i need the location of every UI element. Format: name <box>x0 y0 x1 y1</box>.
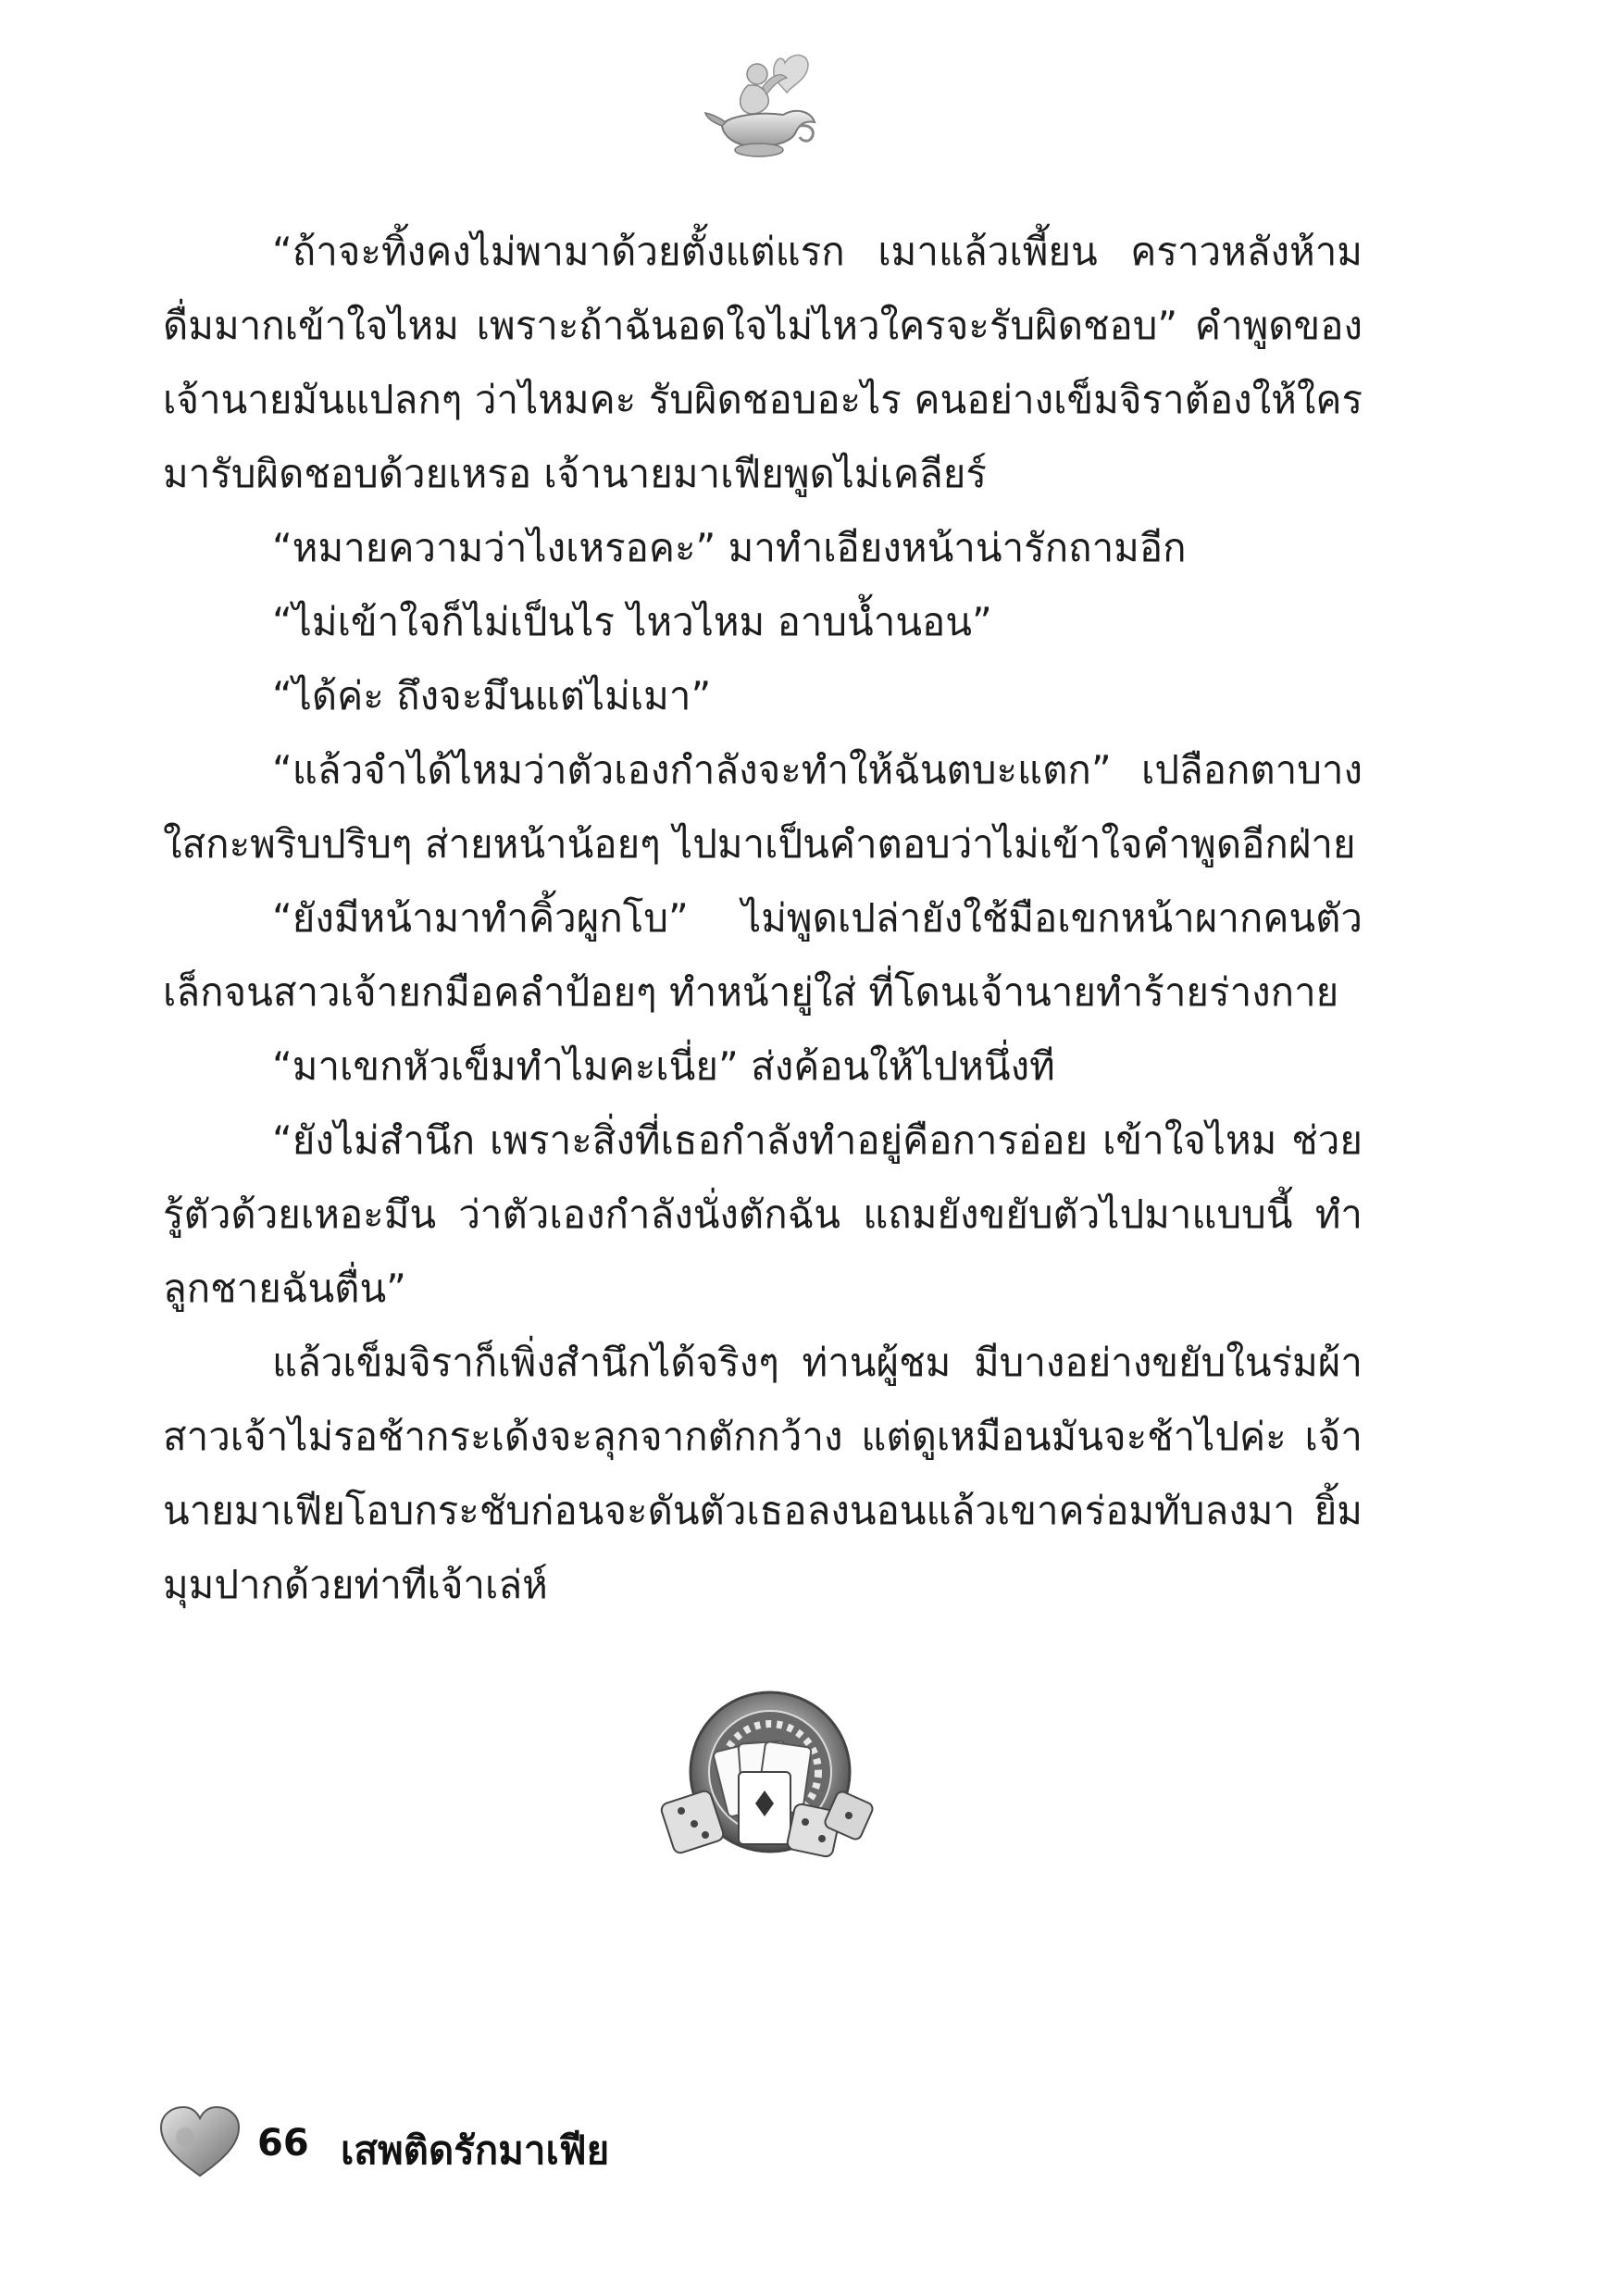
paragraph: “ยังไม่สำนึก เพราะสิ่งที่เธอกำลังทำอยู่คือการอ่อย เข้าใจไหม ช่วยรู้ตัวด้วยเหอะมึน ว่าตัวเองกำลังนั่งตักฉัน แถมยังขยับตัวไปมาแบบนี้ ทำลูกชายฉันตื่น” <box>163 1117 1363 1311</box>
paragraph: แล้วเข็มจิราก็เพิ่งสำนึกได้จริงๆ ท่านผู้ชม มีบางอย่างขยับในร่มผ้าสาวเจ้าไม่รอช้ากระเด้งจะลุกจากตักกว้าง แต่ดูเหมือนมันจะช้าไปค่ะ เจ้านายมาเฟียโอบกระชับก่อนจะดันตัวเธอลงนอนแล้วเขาคร่อมทับลงมา ยิ้มมุมปากด้วยท่าทีเจ้าเล่ห์ <box>163 1340 1363 1607</box>
paragraph: “ไม่เข้าใจก็ไม่เป็นไร ไหวไหม อาบน้ำนอน” <box>272 599 992 644</box>
page-footer <box>157 2103 805 2187</box>
paragraph: “ยังมีหน้ามาทำคิ้วผูกโบ” ไม่พูดเปล่ายังใช้มือเขกหน้าผากคนตัวเล็กจนสาวเจ้ายกมือคลำป้อยๆ ทำหน้ายู่ใส่ ที่โดนเจ้านายทำร้ายร่างกาย <box>163 895 1363 1015</box>
cupid-magic-lamp-icon <box>703 46 824 162</box>
paragraph: “ถ้าจะทิ้งคงไม่พามาด้วยตั้งแต่แรก เมาแล้วเพี้ยน คราวหลังห้ามดื่มมากเข้าใจไหม เพราะถ้าฉันอดใจไม่ไหวใครจะรับผิดชอบ” คำพูดของเจ้านายมันแปลกๆ ว่าไหมคะ รับผิดชอบอะไร คนอย่างเข็มจิราต้องให้ใครมารับผิดชอบด้วยเหรอ เจ้านายมาเฟียพูดไม่เคลียร์ <box>163 229 1363 496</box>
book-title: เสพติดรักมาเฟีย <box>341 2128 610 2173</box>
chapter-body <box>163 215 1363 1622</box>
paragraph: “หมายความว่าไงเหรอคะ” มาทำเอียงหน้าน่ารักถามอีก <box>272 525 1187 570</box>
roulette-cards-dice-icon <box>648 1687 889 1881</box>
paragraph: “ได้ค่ะ ถึงจะมึนแต่ไม่เมา” <box>272 673 712 718</box>
page-number: 66 <box>257 2122 309 2165</box>
heart-icon <box>157 2103 243 2179</box>
paragraph: “มาเขกหัวเข็มทำไมคะเนี่ย” ส่งค้อนให้ไปหนึ่งที <box>272 1043 1055 1089</box>
paragraph: “แล้วจำได้ไหมว่าตัวเองกำลังจะทำให้ฉันตบะแตก” เปลือกตาบางใสกะพริบปริบๆ ส่ายหน้าน้อยๆ ไปมาเป็นคำตอบว่าไม่เข้าใจคำพูดอีกฝ่าย <box>163 747 1363 867</box>
